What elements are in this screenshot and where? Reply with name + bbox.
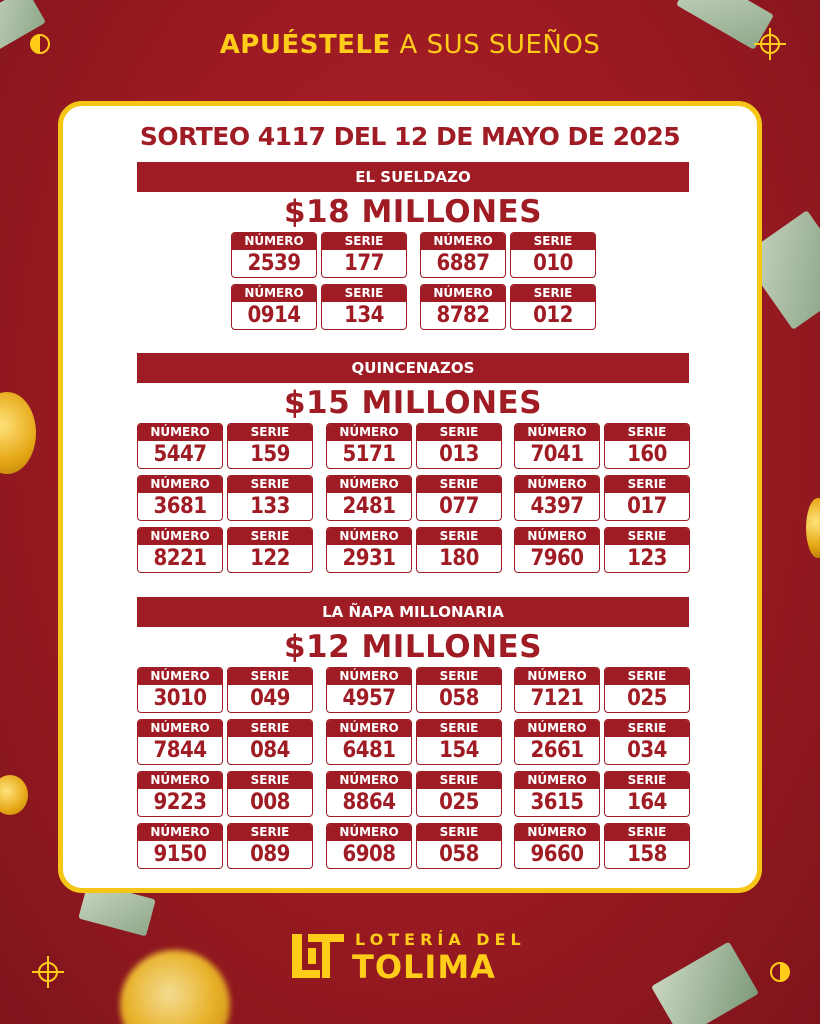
number-box [326, 475, 412, 521]
series-value: 089 [250, 842, 290, 867]
banknote-decoration [651, 942, 759, 1024]
section-la-napa-millonaria [137, 597, 689, 875]
number-label: NÚMERO [421, 233, 505, 250]
number-value: 6908 [342, 842, 396, 867]
series-label: SERIE [605, 528, 689, 545]
series-box [510, 232, 596, 278]
series-label: SERIE [605, 772, 689, 789]
number-box [326, 719, 412, 765]
section-title: EL SUELDAZO [137, 162, 689, 192]
series-value: 133 [250, 494, 290, 519]
series-label: SERIE [322, 285, 406, 302]
half-moon-icon [768, 960, 792, 984]
series-box [321, 284, 407, 330]
series-value: 010 [533, 251, 573, 276]
logo-line1: LOTERÍA DEL [355, 930, 526, 949]
series-box [416, 667, 502, 713]
series-label: SERIE [228, 528, 312, 545]
number-box [137, 527, 223, 573]
number-box [231, 284, 317, 330]
series-value: 025 [439, 790, 479, 815]
series-box [604, 667, 690, 713]
series-value: 058 [439, 842, 479, 867]
series-label: SERIE [228, 824, 312, 841]
series-value: 159 [250, 442, 290, 467]
gold-coin-decoration [806, 498, 820, 558]
series-value: 164 [627, 790, 667, 815]
number-box [326, 823, 412, 869]
number-label: NÚMERO [232, 285, 316, 302]
number-box [514, 719, 600, 765]
number-value: 6481 [342, 738, 396, 763]
series-label: SERIE [228, 668, 312, 685]
results-card [58, 101, 762, 893]
number-label: NÚMERO [515, 528, 599, 545]
number-box [514, 475, 600, 521]
number-label: NÚMERO [421, 285, 505, 302]
number-label: NÚMERO [327, 476, 411, 493]
series-box [416, 423, 502, 469]
series-box [321, 232, 407, 278]
series-label: SERIE [605, 824, 689, 841]
number-box [137, 771, 223, 817]
number-label: NÚMERO [138, 824, 222, 841]
number-value: 9660 [530, 842, 584, 867]
number-value: 2661 [530, 738, 584, 763]
number-box [514, 423, 600, 469]
number-value: 6887 [436, 251, 490, 276]
number-label: NÚMERO [138, 476, 222, 493]
series-box [416, 823, 502, 869]
series-box [416, 527, 502, 573]
number-box [514, 667, 600, 713]
series-box [227, 527, 313, 573]
section-title: QUINCENAZOS [137, 353, 689, 383]
series-label: SERIE [228, 720, 312, 737]
series-box [510, 284, 596, 330]
number-value: 4397 [530, 494, 584, 519]
crosshair-icon [30, 954, 66, 990]
number-label: NÚMERO [515, 476, 599, 493]
series-box [227, 823, 313, 869]
number-box [231, 232, 317, 278]
logo-line2: TOLIMA [352, 948, 496, 986]
series-box [604, 771, 690, 817]
series-label: SERIE [228, 476, 312, 493]
number-value: 7844 [153, 738, 207, 763]
series-box [604, 475, 690, 521]
number-label: NÚMERO [327, 720, 411, 737]
slogan-rest: A SUS SUEÑOS [390, 30, 601, 60]
series-label: SERIE [605, 476, 689, 493]
number-label: NÚMERO [515, 424, 599, 441]
series-box [604, 823, 690, 869]
number-value: 4957 [342, 686, 396, 711]
series-box [227, 475, 313, 521]
number-value: 3681 [153, 494, 207, 519]
section-title: LA ÑAPA MILLONARIA [137, 597, 689, 627]
draw-title: SORTEO 4117 DEL 12 DE MAYO DE 2025 [139, 122, 681, 151]
series-label: SERIE [511, 233, 595, 250]
series-value: 180 [439, 546, 479, 571]
number-value: 7960 [530, 546, 584, 571]
series-box [227, 771, 313, 817]
number-value: 8864 [342, 790, 396, 815]
series-value: 077 [439, 494, 479, 519]
series-value: 177 [344, 251, 384, 276]
section-el-sueldazo [137, 162, 689, 336]
number-label: NÚMERO [327, 824, 411, 841]
series-value: 123 [627, 546, 667, 571]
number-box [137, 475, 223, 521]
series-value: 025 [627, 686, 667, 711]
series-box [227, 667, 313, 713]
number-label: NÚMERO [327, 772, 411, 789]
gold-coin-decoration [0, 775, 28, 815]
number-box [514, 771, 600, 817]
series-label: SERIE [417, 824, 501, 841]
number-label: NÚMERO [232, 233, 316, 250]
number-value: 8782 [436, 303, 490, 328]
slogan [0, 30, 820, 60]
number-label: NÚMERO [327, 668, 411, 685]
number-box [137, 719, 223, 765]
number-label: NÚMERO [138, 424, 222, 441]
number-value: 5447 [153, 442, 207, 467]
series-box [227, 719, 313, 765]
number-value: 9223 [153, 790, 207, 815]
series-value: 013 [439, 442, 479, 467]
number-box [514, 823, 600, 869]
series-label: SERIE [417, 720, 501, 737]
series-box [416, 771, 502, 817]
number-value: 8221 [153, 546, 207, 571]
lt-monogram-icon [290, 932, 346, 980]
series-value: 012 [533, 303, 573, 328]
results-grid [137, 423, 689, 579]
number-value: 2481 [342, 494, 396, 519]
series-value: 008 [250, 790, 290, 815]
number-value: 7121 [530, 686, 584, 711]
results-grid [137, 232, 689, 336]
gold-coin-decoration [0, 392, 36, 474]
series-value: 158 [627, 842, 667, 867]
number-value: 0914 [247, 303, 301, 328]
number-label: NÚMERO [515, 668, 599, 685]
series-label: SERIE [417, 528, 501, 545]
number-box [326, 423, 412, 469]
series-box [604, 423, 690, 469]
gold-coin-decoration [120, 950, 230, 1024]
number-value: 3010 [153, 686, 207, 711]
number-box [326, 667, 412, 713]
number-label: NÚMERO [327, 528, 411, 545]
series-label: SERIE [605, 424, 689, 441]
section-quincenazos [137, 353, 689, 579]
number-label: NÚMERO [138, 720, 222, 737]
loteria-del-tolima-logo [290, 930, 530, 986]
series-value: 034 [627, 738, 667, 763]
number-box [326, 771, 412, 817]
number-label: NÚMERO [515, 720, 599, 737]
series-label: SERIE [417, 424, 501, 441]
series-box [416, 475, 502, 521]
slogan-strong: APUÉSTELE [219, 30, 391, 60]
series-value: 017 [627, 494, 667, 519]
number-box [137, 667, 223, 713]
series-label: SERIE [605, 720, 689, 737]
series-box [604, 719, 690, 765]
series-box [227, 423, 313, 469]
series-label: SERIE [417, 668, 501, 685]
number-value: 7041 [530, 442, 584, 467]
number-value: 5171 [342, 442, 396, 467]
series-label: SERIE [511, 285, 595, 302]
series-box [604, 527, 690, 573]
number-label: NÚMERO [138, 772, 222, 789]
number-box [326, 527, 412, 573]
series-value: 058 [439, 686, 479, 711]
number-label: NÚMERO [327, 424, 411, 441]
series-label: SERIE [322, 233, 406, 250]
number-value: 2931 [342, 546, 396, 571]
number-value: 9150 [153, 842, 207, 867]
number-value: 3615 [530, 790, 584, 815]
series-box [416, 719, 502, 765]
number-box [514, 527, 600, 573]
series-label: SERIE [417, 476, 501, 493]
prize-amount: $18 MILLONES [283, 194, 543, 230]
series-value: 160 [627, 442, 667, 467]
series-label: SERIE [417, 772, 501, 789]
number-box [420, 232, 506, 278]
prize-amount: $15 MILLONES [283, 385, 543, 421]
number-box [137, 823, 223, 869]
series-label: SERIE [228, 772, 312, 789]
series-value: 084 [250, 738, 290, 763]
series-value: 154 [439, 738, 479, 763]
number-value: 2539 [247, 251, 301, 276]
number-label: NÚMERO [138, 668, 222, 685]
number-label: NÚMERO [138, 528, 222, 545]
series-label: SERIE [605, 668, 689, 685]
series-label: SERIE [228, 424, 312, 441]
series-value: 122 [250, 546, 290, 571]
series-value: 049 [250, 686, 290, 711]
prize-amount: $12 MILLONES [283, 629, 543, 665]
series-value: 134 [344, 303, 384, 328]
number-box [137, 423, 223, 469]
results-grid [137, 667, 689, 875]
number-label: NÚMERO [515, 824, 599, 841]
number-label: NÚMERO [515, 772, 599, 789]
number-box [420, 284, 506, 330]
